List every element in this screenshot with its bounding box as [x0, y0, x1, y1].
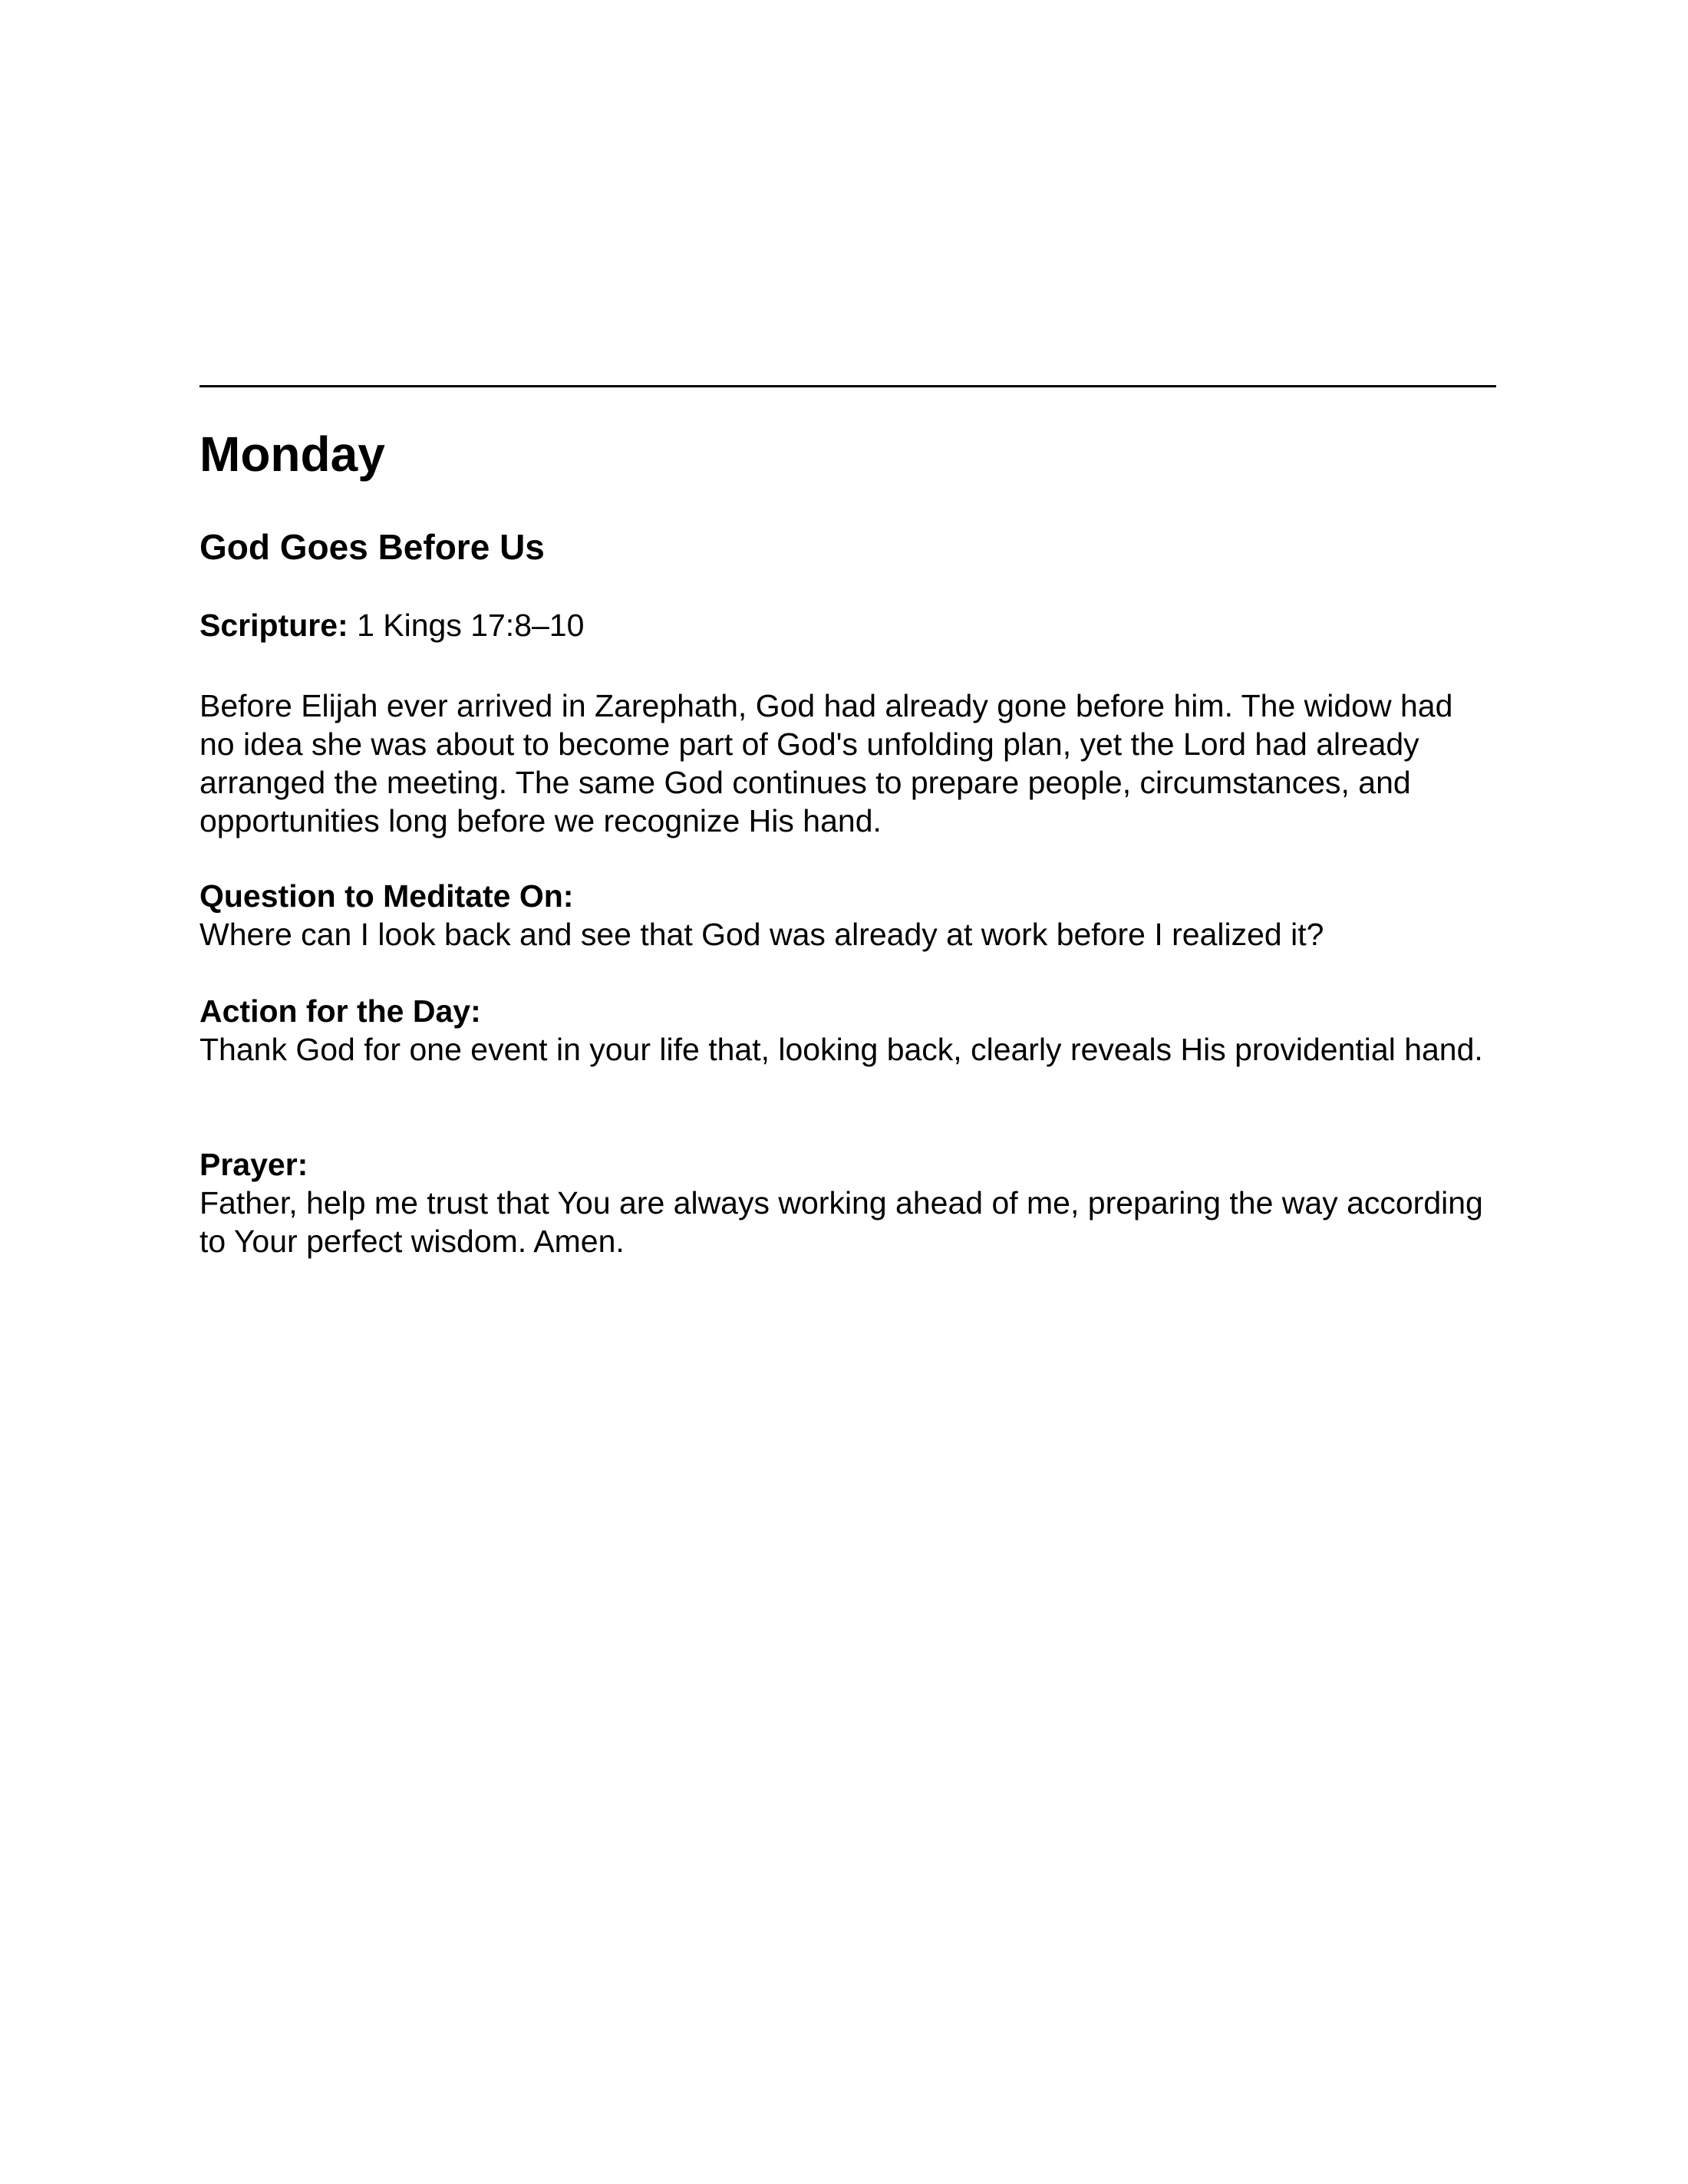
- action-section: [199, 992, 1496, 1069]
- reflection-paragraph: Before Elijah ever arrived in Zarephath, God had already gone before him. The widow had no idea she was about to become part of God's unfolding plan, yet the Lord had already arranged the meeting. The same God continues to prepare people, circumstances, and opportunities long before we recognize His hand.: [199, 688, 1453, 838]
- prayer-section: [199, 1145, 1496, 1260]
- question-text: Where can I look back and see that God was already at work before I realized it?: [199, 917, 1324, 952]
- action-label: Action for the Day:: [199, 993, 481, 1029]
- action-text: Thank God for one event in your life that, looking back, clearly reveals His providential hand.: [199, 1032, 1483, 1067]
- question-label: Question to Meditate On:: [199, 878, 574, 914]
- scripture-line: [199, 606, 1496, 644]
- question-section: [199, 877, 1496, 954]
- prayer-text: Father, help me trust that You are always working ahead of me, preparing the way according to Your perfect wisdom. Amen.: [199, 1185, 1483, 1259]
- day-heading: Monday: [199, 427, 385, 482]
- scripture-label: Scripture:: [199, 608, 348, 643]
- scripture-reference: 1 Kings 17:8–10: [357, 608, 585, 643]
- horizontal-rule: [199, 385, 1496, 387]
- prayer-label: Prayer:: [199, 1147, 308, 1182]
- devotion-title: God Goes Before Us: [199, 527, 545, 567]
